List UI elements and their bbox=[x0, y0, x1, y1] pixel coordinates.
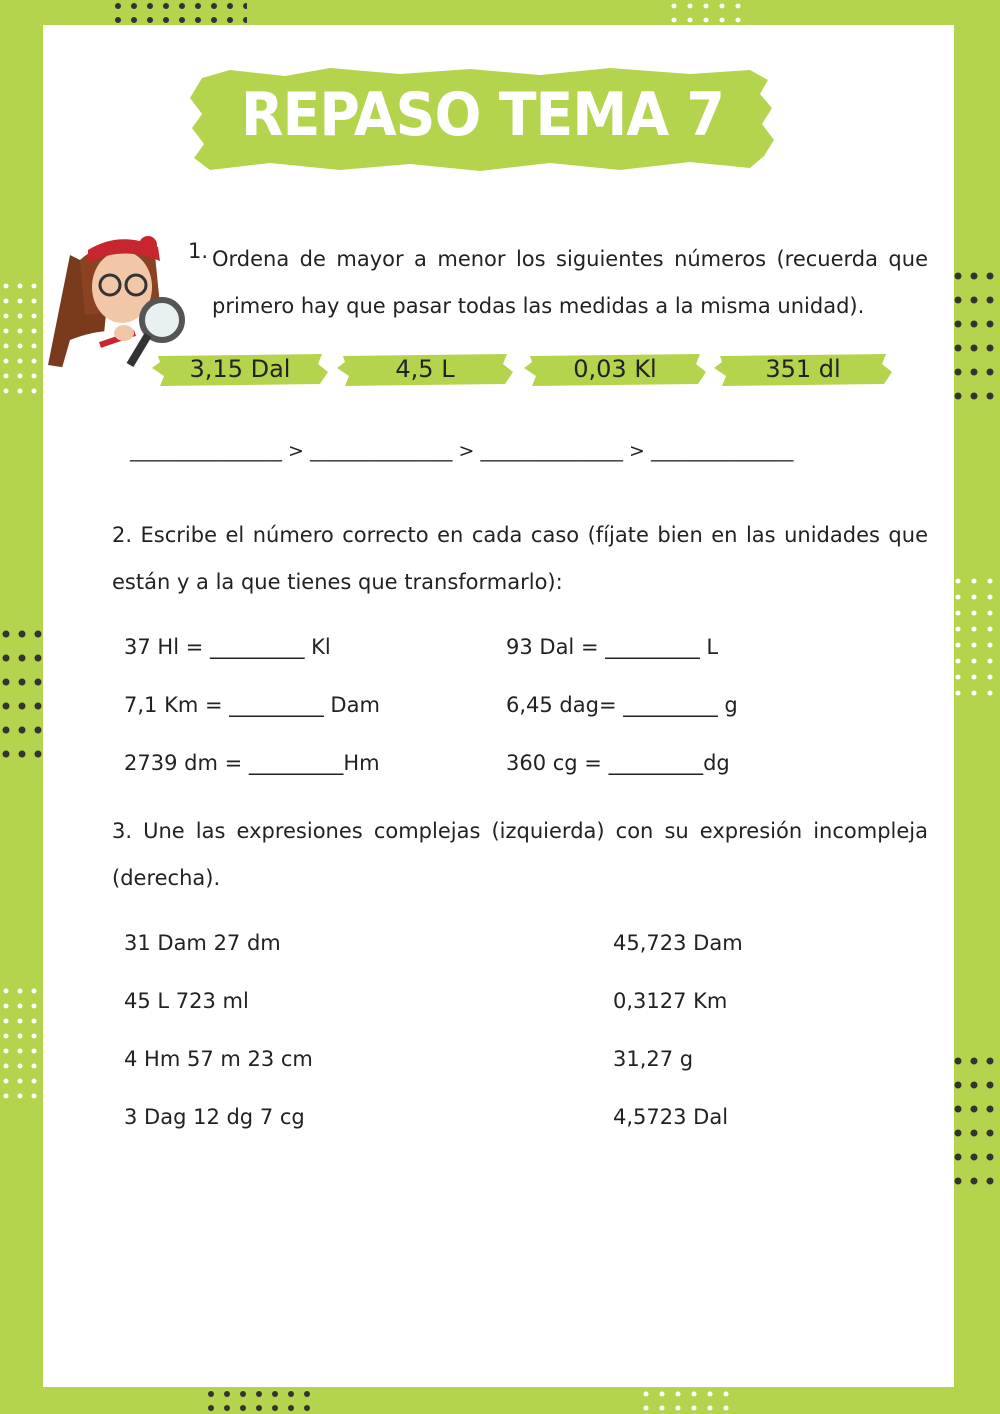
decorative-dot bbox=[179, 17, 185, 23]
decorative-dot bbox=[955, 1154, 962, 1161]
decorative-dot bbox=[956, 675, 961, 680]
decorative-dot bbox=[4, 359, 9, 364]
complex-expression[interactable]: 3 Dag 12 dg 7 cg bbox=[124, 1105, 305, 1129]
decorative-dot bbox=[4, 1094, 9, 1099]
decorative-dot bbox=[32, 359, 37, 364]
decorative-dot bbox=[704, 18, 709, 23]
dots-bottom-left bbox=[205, 1388, 315, 1414]
decorative-dot bbox=[987, 1154, 994, 1161]
decorative-dot bbox=[18, 1049, 23, 1054]
decorative-dot bbox=[256, 1405, 262, 1411]
complex-expression[interactable]: 45 L 723 ml bbox=[124, 989, 249, 1013]
page-title: REPASO TEMA 7 bbox=[241, 80, 724, 150]
decorative-dot bbox=[955, 1106, 962, 1113]
decorative-dot bbox=[32, 374, 37, 379]
decorative-dot bbox=[988, 675, 993, 680]
decorative-dot bbox=[19, 703, 26, 710]
decorative-dot bbox=[18, 344, 23, 349]
decorative-dot bbox=[32, 329, 37, 334]
decorative-dot bbox=[736, 18, 741, 23]
decorative-dot bbox=[35, 655, 42, 662]
decorative-dot bbox=[18, 1034, 23, 1039]
decorative-dot bbox=[19, 631, 26, 638]
decorative-dot bbox=[955, 369, 962, 376]
decorative-dot bbox=[972, 643, 977, 648]
decorative-dot bbox=[4, 1034, 9, 1039]
decorative-dot bbox=[971, 393, 978, 400]
decorative-dot bbox=[987, 1130, 994, 1137]
conversion-exercise[interactable]: 7,1 Km = _________ Dam bbox=[124, 693, 380, 717]
decorative-dot bbox=[988, 611, 993, 616]
dots-bottom-right bbox=[640, 1388, 740, 1414]
decorative-dot bbox=[724, 1406, 729, 1411]
decorative-dot bbox=[988, 579, 993, 584]
dots-left-3 bbox=[0, 985, 45, 1115]
decorative-dot bbox=[688, 18, 693, 23]
decorative-dot bbox=[131, 17, 137, 23]
decorative-dot bbox=[955, 321, 962, 328]
decorative-dot bbox=[32, 1049, 37, 1054]
decorative-dot bbox=[18, 329, 23, 334]
decorative-dot bbox=[304, 1405, 310, 1411]
decorative-dot bbox=[3, 751, 10, 758]
decorative-dot bbox=[972, 675, 977, 680]
incomplex-expression[interactable]: 31,27 g bbox=[613, 1047, 694, 1071]
decorative-dot bbox=[240, 1405, 246, 1411]
decorative-dot bbox=[708, 1392, 713, 1397]
decorative-dot bbox=[720, 4, 725, 9]
decorative-dot bbox=[4, 1004, 9, 1009]
complex-expression[interactable]: 31 Dam 27 dm bbox=[124, 931, 281, 955]
decorative-dot bbox=[971, 369, 978, 376]
chip-1 bbox=[152, 352, 328, 386]
decorative-dot bbox=[3, 703, 10, 710]
decorative-dot bbox=[19, 655, 26, 662]
question-2-text: 2. Escribe el número correcto en cada caso (fíjate bien en las unidades que están y a la que tienes que transformarlo): bbox=[112, 523, 928, 594]
incomplex-expression[interactable]: 45,723 Dam bbox=[613, 931, 743, 955]
incomplex-expression[interactable]: 4,5723 Dal bbox=[613, 1105, 729, 1129]
decorative-dot bbox=[688, 4, 693, 9]
decorative-dot bbox=[971, 1082, 978, 1089]
decorative-dot bbox=[955, 1178, 962, 1185]
decorative-dot bbox=[147, 3, 153, 9]
decorative-dot bbox=[32, 1094, 37, 1099]
decorative-dot bbox=[18, 1079, 23, 1084]
decorative-dot bbox=[32, 1034, 37, 1039]
decorative-dot bbox=[243, 3, 247, 9]
decorative-dot bbox=[972, 611, 977, 616]
chip-2 bbox=[337, 352, 513, 386]
decorative-dot bbox=[972, 691, 977, 696]
decorative-dot bbox=[32, 989, 37, 994]
chip-4-label: 351 dl bbox=[765, 355, 841, 383]
decorative-dot bbox=[4, 329, 9, 334]
decorative-dot bbox=[955, 393, 962, 400]
decorative-dot bbox=[115, 17, 121, 23]
decorative-dot bbox=[227, 3, 233, 9]
decorative-dot bbox=[19, 751, 26, 758]
decorative-dot bbox=[4, 374, 9, 379]
decorative-dot bbox=[660, 1406, 665, 1411]
decorative-dot bbox=[987, 297, 994, 304]
decorative-dot bbox=[224, 1405, 230, 1411]
decorative-dot bbox=[644, 1406, 649, 1411]
decorative-dot bbox=[32, 299, 37, 304]
decorative-dot bbox=[988, 595, 993, 600]
decorative-dot bbox=[211, 17, 217, 23]
decorative-dot bbox=[3, 655, 10, 662]
decorative-dot bbox=[4, 284, 9, 289]
decorative-dot bbox=[3, 679, 10, 686]
decorative-dot bbox=[987, 273, 994, 280]
decorative-dot bbox=[243, 17, 247, 23]
dots-left-1 bbox=[0, 280, 45, 400]
dots-right-2 bbox=[952, 575, 1000, 705]
decorative-dot bbox=[18, 1004, 23, 1009]
decorative-dot bbox=[18, 1019, 23, 1024]
decorative-dot bbox=[208, 1405, 214, 1411]
order-answer-line[interactable]: ________________ > _______________ > _______________ > _______________ bbox=[130, 440, 794, 462]
decorative-dot bbox=[35, 703, 42, 710]
decorative-dot bbox=[971, 321, 978, 328]
decorative-dot bbox=[971, 1154, 978, 1161]
decorative-dot bbox=[972, 595, 977, 600]
decorative-dot bbox=[988, 643, 993, 648]
decorative-dot bbox=[971, 1058, 978, 1065]
decorative-dot bbox=[972, 579, 977, 584]
dots-top-left bbox=[112, 0, 247, 24]
decorative-dot bbox=[988, 659, 993, 664]
decorative-dot bbox=[692, 1406, 697, 1411]
incomplex-expression[interactable]: 0,3127 Km bbox=[613, 989, 728, 1013]
decorative-dot bbox=[3, 727, 10, 734]
decorative-dot bbox=[147, 17, 153, 23]
decorative-dot bbox=[272, 1391, 278, 1397]
decorative-dot bbox=[972, 627, 977, 632]
decorative-dot bbox=[708, 1406, 713, 1411]
girl-with-magnifier-icon bbox=[40, 215, 190, 375]
decorative-dot bbox=[272, 1405, 278, 1411]
decorative-dot bbox=[956, 579, 961, 584]
decorative-dot bbox=[955, 1130, 962, 1137]
conversion-exercise[interactable]: 37 Hl = _________ Kl bbox=[124, 635, 331, 659]
decorative-dot bbox=[956, 627, 961, 632]
decorative-dot bbox=[32, 1064, 37, 1069]
conversion-exercise[interactable]: 360 cg = _________dg bbox=[506, 751, 730, 775]
decorative-dot bbox=[644, 1392, 649, 1397]
decorative-dot bbox=[18, 989, 23, 994]
decorative-dot bbox=[720, 18, 725, 23]
decorative-dot bbox=[955, 1058, 962, 1065]
decorative-dot bbox=[956, 691, 961, 696]
decorative-dot bbox=[304, 1391, 310, 1397]
decorative-dot bbox=[676, 1406, 681, 1411]
chip-2-label: 4,5 L bbox=[395, 355, 455, 383]
decorative-dot bbox=[4, 1079, 9, 1084]
decorative-dot bbox=[987, 321, 994, 328]
decorative-dot bbox=[19, 679, 26, 686]
decorative-dot bbox=[988, 627, 993, 632]
decorative-dot bbox=[18, 299, 23, 304]
decorative-dot bbox=[736, 4, 741, 9]
decorative-dot bbox=[18, 374, 23, 379]
complex-expression[interactable]: 4 Hm 57 m 23 cm bbox=[124, 1047, 313, 1071]
question-1-number: 1. bbox=[188, 239, 209, 263]
decorative-dot bbox=[672, 18, 677, 23]
decorative-dot bbox=[987, 369, 994, 376]
decorative-dot bbox=[179, 3, 185, 9]
decorative-dot bbox=[988, 691, 993, 696]
decorative-dot bbox=[4, 1049, 9, 1054]
decorative-dot bbox=[971, 345, 978, 352]
decorative-dot bbox=[18, 359, 23, 364]
decorative-dot bbox=[704, 4, 709, 9]
decorative-dot bbox=[131, 3, 137, 9]
decorative-dot bbox=[35, 679, 42, 686]
dots-top-right bbox=[668, 0, 748, 24]
decorative-dot bbox=[18, 389, 23, 394]
decorative-dot bbox=[19, 727, 26, 734]
decorative-dot bbox=[971, 273, 978, 280]
decorative-dot bbox=[987, 1082, 994, 1089]
dots-right-1 bbox=[952, 270, 1000, 410]
decorative-dot bbox=[956, 611, 961, 616]
decorative-dot bbox=[32, 314, 37, 319]
decorative-dot bbox=[32, 1019, 37, 1024]
decorative-dot bbox=[32, 344, 37, 349]
decorative-dot bbox=[955, 345, 962, 352]
chip-4 bbox=[714, 352, 892, 386]
decorative-dot bbox=[163, 17, 169, 23]
decorative-dot bbox=[724, 1392, 729, 1397]
decorative-dot bbox=[18, 1094, 23, 1099]
decorative-dot bbox=[115, 3, 121, 9]
decorative-dot bbox=[224, 1391, 230, 1397]
decorative-dot bbox=[227, 17, 233, 23]
decorative-dot bbox=[211, 3, 217, 9]
decorative-dot bbox=[987, 345, 994, 352]
decorative-dot bbox=[672, 4, 677, 9]
decorative-dot bbox=[971, 1178, 978, 1185]
decorative-dot bbox=[32, 1004, 37, 1009]
question-1-text: Ordena de mayor a menor los siguientes números (recuerda que primero hay que pasar todas las medidas a la misma unidad). bbox=[212, 247, 928, 318]
decorative-dot bbox=[987, 1106, 994, 1113]
decorative-dot bbox=[955, 273, 962, 280]
decorative-dot bbox=[195, 3, 201, 9]
decorative-dot bbox=[208, 1391, 214, 1397]
decorative-dot bbox=[32, 389, 37, 394]
decorative-dot bbox=[288, 1391, 294, 1397]
decorative-dot bbox=[35, 751, 42, 758]
decorative-dot bbox=[955, 1082, 962, 1089]
conversion-exercise[interactable]: 6,45 dag= _________ g bbox=[506, 693, 738, 717]
chip-3 bbox=[524, 352, 706, 386]
decorative-dot bbox=[32, 284, 37, 289]
decorative-dot bbox=[956, 595, 961, 600]
decorative-dot bbox=[163, 3, 169, 9]
decorative-dot bbox=[18, 1064, 23, 1069]
decorative-dot bbox=[956, 643, 961, 648]
decorative-dot bbox=[956, 659, 961, 664]
decorative-dot bbox=[35, 727, 42, 734]
decorative-dot bbox=[660, 1392, 665, 1397]
decorative-dot bbox=[955, 297, 962, 304]
decorative-dot bbox=[3, 631, 10, 638]
decorative-dot bbox=[288, 1405, 294, 1411]
decorative-dot bbox=[35, 631, 42, 638]
decorative-dot bbox=[4, 1019, 9, 1024]
decorative-dot bbox=[987, 1058, 994, 1065]
decorative-dot bbox=[971, 1106, 978, 1113]
dots-left-2 bbox=[0, 628, 45, 768]
decorative-dot bbox=[971, 1130, 978, 1137]
decorative-dot bbox=[987, 393, 994, 400]
decorative-dot bbox=[676, 1392, 681, 1397]
decorative-dot bbox=[4, 299, 9, 304]
decorative-dot bbox=[692, 1392, 697, 1397]
decorative-dot bbox=[18, 314, 23, 319]
chip-3-label: 0,03 Kl bbox=[573, 355, 657, 383]
decorative-dot bbox=[4, 344, 9, 349]
decorative-dot bbox=[972, 659, 977, 664]
decorative-dot bbox=[4, 314, 9, 319]
decorative-dot bbox=[240, 1391, 246, 1397]
decorative-dot bbox=[256, 1391, 262, 1397]
conversion-exercise[interactable]: 93 Dal = _________ L bbox=[506, 635, 719, 659]
decorative-dot bbox=[971, 297, 978, 304]
decorative-dot bbox=[987, 1178, 994, 1185]
decorative-dot bbox=[4, 989, 9, 994]
decorative-dot bbox=[4, 1064, 9, 1069]
dots-right-3 bbox=[952, 1055, 1000, 1190]
chip-1-label: 3,15 Dal bbox=[189, 355, 291, 383]
question-3-text: 3. Une las expresiones complejas (izquierda) con su expresión incompleja (derecha). bbox=[112, 819, 928, 890]
decorative-dot bbox=[18, 284, 23, 289]
decorative-dot bbox=[4, 389, 9, 394]
decorative-dot bbox=[32, 1079, 37, 1084]
conversion-exercise[interactable]: 2739 dm = _________Hm bbox=[124, 751, 380, 775]
decorative-dot bbox=[195, 17, 201, 23]
